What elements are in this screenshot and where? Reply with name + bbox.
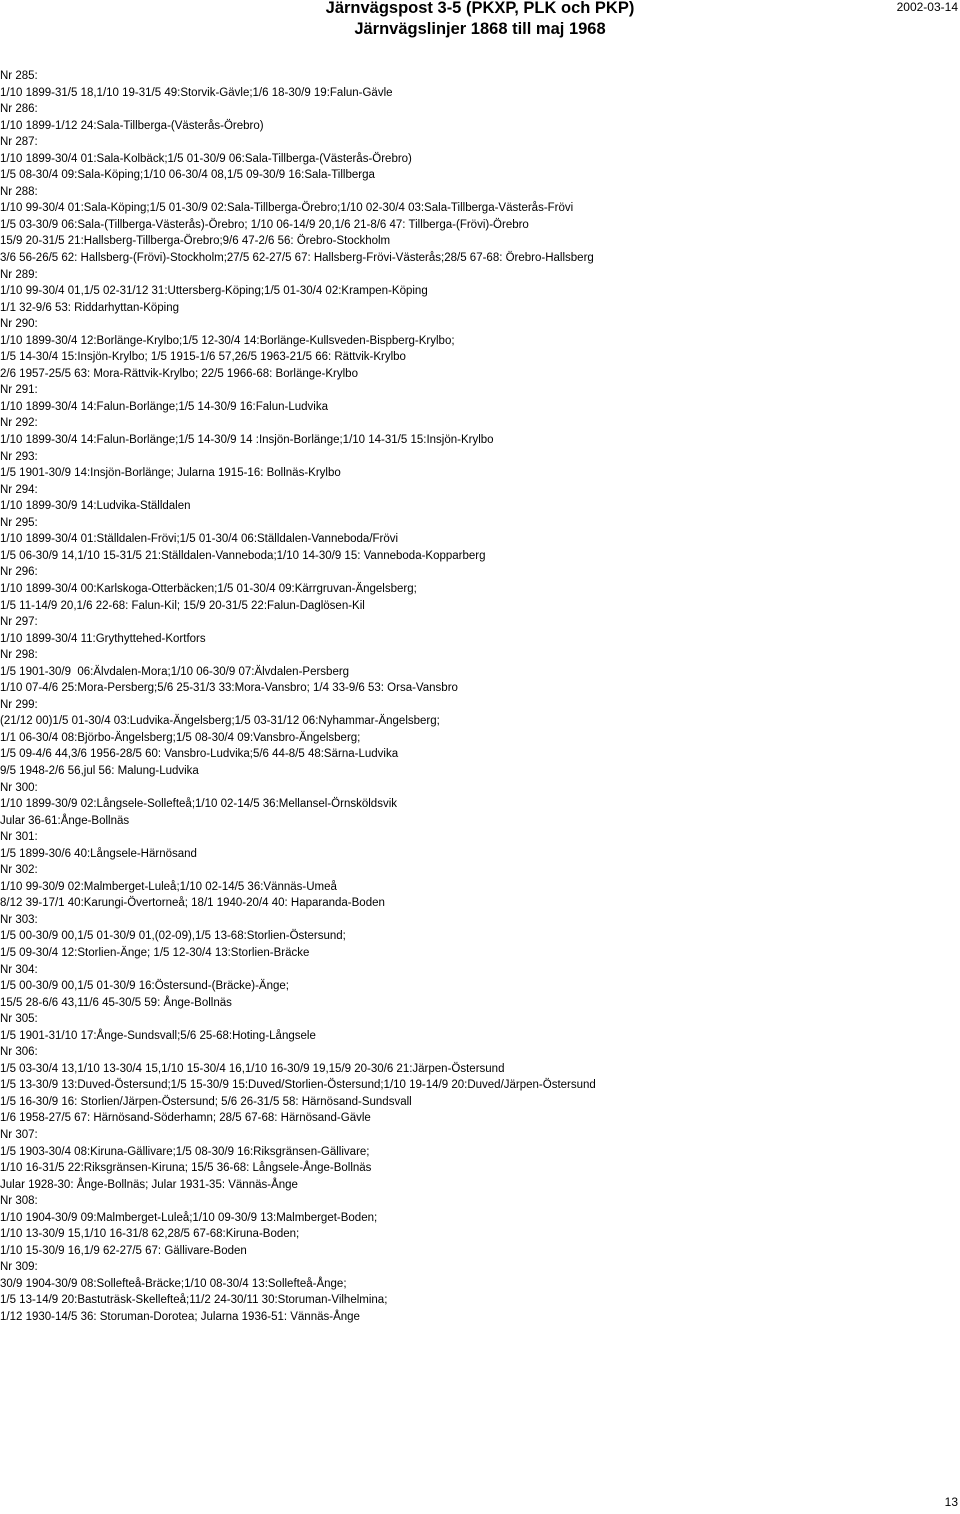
entry-number-heading: Nr 298: bbox=[0, 649, 38, 662]
entry-detail-line: 1/5 03-30/4 13,1/10 13-30/4 15,1/10 15-30/4 16,1/10 16-30/9 19,15/9 20-30/6 21:Järpen-Östersund bbox=[0, 1062, 505, 1075]
entry-number-heading: Nr 299: bbox=[0, 698, 38, 711]
entry-detail-line: 8/12 39-17/1 40:Karungi-Övertorneå; 18/1 1940-20/4 40: Haparanda-Boden bbox=[0, 897, 385, 910]
entry-detail-line: 1/10 1899-30/4 01:Ställdalen-Frövi;1/5 01-30/4 06:Ställdalen-Vanneboda/Frövi bbox=[0, 533, 399, 546]
entry-detail-line: 1/5 00-30/9 00,1/5 01-30/9 16:Östersund-(Bräcke)-Änge; bbox=[0, 980, 289, 993]
entry-detail-line: 1/10 99-30/4 01:Sala-Köping;1/5 01-30/9 02:Sala-Tillberga-Örebro;1/10 02-30/4 03:Sala-Tillberga-Västerås-Frövi bbox=[0, 202, 574, 215]
entry-detail-line: 1/5 13-14/9 20:Bastuträsk-Skellefteå;11/2 24-30/11 30:Storuman-Vilhelmina; bbox=[0, 1294, 388, 1307]
entry-number-heading: Nr 301: bbox=[0, 831, 38, 844]
entry-detail-line: 15/9 20-31/5 21:Hallsberg-Tillberga-Örebro;9/6 47-2/6 56: Örebro-Stockholm bbox=[0, 235, 391, 248]
entry-detail-line: 1/5 03-30/9 06:Sala-(Tillberga-Västerås)-Örebro; 1/10 06-14/9 20,1/6 21-8/6 47: Tillberga-(Frövi)-Örebro bbox=[0, 218, 529, 231]
entry-detail-line: 1/10 1899-30/4 11:Grythyttehed-Kortfors bbox=[0, 632, 206, 645]
document-date: 2002-03-14 bbox=[896, 0, 958, 14]
entry-number-heading: Nr 293: bbox=[0, 450, 38, 463]
entry-detail-line: 1/12 1930-14/5 36: Storuman-Dorotea; Jularna 1936-51: Vännäs-Ånge bbox=[0, 1311, 360, 1324]
entry-detail-line: 15/5 28-6/6 43,11/6 45-30/5 59: Ånge-Bollnäs bbox=[0, 996, 232, 1009]
page-number: 13 bbox=[944, 1495, 958, 1509]
entry-detail-line: 1/10 15-30/9 16,1/9 62-27/5 67: Gällivare-Boden bbox=[0, 1244, 247, 1257]
page-subtitle: Järnvägslinjer 1868 till maj 1968 bbox=[354, 20, 606, 38]
entry-detail-line: 1/10 1899-30/4 00:Karlskoga-Otterbäcken;1/5 01-30/4 09:Kärrgruvan-Ängelsberg; bbox=[0, 582, 417, 595]
entry-detail-line: 1/10 1899-30/4 14:Falun-Borlänge;1/5 14-30/9 14 :Insjön-Borlänge;1/10 14-31/5 15:Insjön-Krylbo bbox=[0, 434, 494, 447]
entry-detail-line: 1/5 14-30/4 15:Insjön-Krylbo; 1/5 1915-1/6 57,26/5 1963-21/5 66: Rättvik-Krylbo bbox=[0, 351, 406, 364]
entry-detail-line: 1/10 16-31/5 22:Riksgränsen-Kiruna; 15/5 36-68: Långsele-Ånge-Bollnäs bbox=[0, 1162, 372, 1175]
entry-detail-line: 2/6 1957-25/5 63: Mora-Rättvik-Krylbo; 22/5 1966-68: Borlänge-Krylbo bbox=[0, 367, 358, 380]
entry-number-heading: Nr 309: bbox=[0, 1261, 38, 1274]
entry-detail-line: 1/5 09-4/6 44,3/6 1956-28/5 60: Vansbro-Ludvika;5/6 44-8/5 48:Särna-Ludvika bbox=[0, 748, 399, 761]
entry-detail-line: 1/5 1901-30/9 06:Älvdalen-Mora;1/10 06-30/9 07:Älvdalen-Persberg bbox=[0, 665, 350, 678]
entry-detail-line: Jular 36-61:Ånge-Bollnäs bbox=[0, 814, 130, 827]
entry-detail-line: 1/5 16-30/9 16: Storlien/Järpen-Östersund; 5/6 26-31/5 58: Härnösand-Sundsvall bbox=[0, 1095, 412, 1108]
entry-detail-line: 1/10 1899-30/4 12:Borlänge-Krylbo;1/5 12-30/4 14:Borlänge-Kullsveden-Bispberg-Krylbo; bbox=[0, 334, 455, 347]
entry-detail-line: 1/10 1904-30/9 09:Malmberget-Luleå;1/10 09-30/9 13:Malmberget-Boden; bbox=[0, 1211, 378, 1224]
entry-number-heading: Nr 290: bbox=[0, 318, 38, 331]
entry-number-heading: Nr 287: bbox=[0, 136, 38, 149]
entry-detail-line: 9/5 1948-2/6 56,jul 56: Malung-Ludvika bbox=[0, 764, 199, 777]
entry-detail-line: 1/10 1899-30/4 01:Sala-Kolbäck;1/5 01-30/9 06:Sala-Tillberga-(Västerås-Örebro) bbox=[0, 152, 412, 165]
entry-number-heading: Nr 296: bbox=[0, 566, 38, 579]
entry-detail-line: 1/5 1901-31/10 17:Ånge-Sundsvall;5/6 25-68:Hoting-Långsele bbox=[0, 1029, 316, 1042]
entry-detail-line: 1/10 1899-30/4 14:Falun-Borlänge;1/5 14-30/9 16:Falun-Ludvika bbox=[0, 400, 328, 413]
entry-number-heading: Nr 294: bbox=[0, 483, 38, 496]
entry-detail-line: 1/10 1899-30/9 14:Ludvika-Ställdalen bbox=[0, 500, 191, 513]
entry-detail-line: 1/10 1899-30/9 02:Långsele-Sollefteå;1/10 02-14/5 36:Mellansel-Örnsköldsvik bbox=[0, 798, 398, 811]
entry-number-heading: Nr 291: bbox=[0, 384, 38, 397]
entry-detail-line: 30/9 1904-30/9 08:Sollefteå-Bräcke;1/10 08-30/4 13:Sollefteå-Ånge; bbox=[0, 1277, 347, 1290]
route-entries-list bbox=[0, 68, 960, 1326]
entry-detail-line: 1/6 1958-27/5 67: Härnösand-Söderhamn; 28/5 67-68: Härnösand-Gävle bbox=[0, 1112, 371, 1125]
entry-detail-line: 1/5 1903-30/4 08:Kiruna-Gällivare;1/5 08-30/9 16:Riksgränsen-Gällivare; bbox=[0, 1145, 370, 1158]
entry-detail-line: 1/1 06-30/4 08:Björbo-Ängelsberg;1/5 08-30/4 09:Vansbro-Ängelsberg; bbox=[0, 731, 361, 744]
entry-detail-line: 1/1 32-9/6 53: Riddarhyttan-Köping bbox=[0, 301, 180, 314]
page-title: Järnvägspost 3-5 (PKXP, PLK och PKP) bbox=[325, 0, 635, 17]
entry-detail-line: 1/5 08-30/4 09:Sala-Köping;1/10 06-30/4 08,1/5 09-30/9 16:Sala-Tillberga bbox=[0, 169, 375, 182]
entry-number-heading: Nr 306: bbox=[0, 1046, 38, 1059]
entry-number-heading: Nr 303: bbox=[0, 913, 38, 926]
entry-detail-line: 1/5 00-30/9 00,1/5 01-30/9 01,(02-09),1/5 13-68:Storlien-Östersund; bbox=[0, 930, 346, 943]
entry-detail-line: 1/5 06-30/9 14,1/10 15-31/5 21:Ställdalen-Vanneboda;1/10 14-30/9 15: Vanneboda-Kopparberg bbox=[0, 549, 486, 562]
entry-number-heading: Nr 305: bbox=[0, 1013, 38, 1026]
entry-detail-line: 1/10 1899-31/5 18,1/10 19-31/5 49:Storvik-Gävle;1/6 18-30/9 19:Falun-Gävle bbox=[0, 86, 393, 99]
entry-detail-line: Jular 1928-30: Ånge-Bollnäs; Jular 1931-35: Vännäs-Ånge bbox=[0, 1178, 298, 1191]
entry-detail-line: 1/5 09-30/4 12:Storlien-Änge; 1/5 12-30/4 13:Storlien-Bräcke bbox=[0, 946, 310, 959]
entry-number-heading: Nr 289: bbox=[0, 268, 38, 281]
entry-number-heading: Nr 304: bbox=[0, 963, 38, 976]
entry-number-heading: Nr 288: bbox=[0, 185, 38, 198]
entry-number-heading: Nr 300: bbox=[0, 781, 38, 794]
entry-detail-line: 1/10 13-30/9 15,1/10 16-31/8 62,28/5 67-68:Kiruna-Boden; bbox=[0, 1228, 300, 1241]
entry-number-heading: Nr 302: bbox=[0, 864, 38, 877]
entry-number-heading: Nr 308: bbox=[0, 1195, 38, 1208]
entry-detail-line: (21/12 00)1/5 01-30/4 03:Ludvika-Ängelsberg;1/5 03-31/12 06:Nyhammar-Ängelsberg; bbox=[0, 715, 440, 728]
entry-detail-line: 3/6 56-26/5 62: Hallsberg-(Frövi)-Stockholm;27/5 62-27/5 67: Hallsberg-Frövi-Västerås;28/5 67-68: Örebro-Hallsberg bbox=[0, 252, 594, 265]
entry-detail-line: 1/10 1899-1/12 24:Sala-Tillberga-(Västerås-Örebro) bbox=[0, 119, 264, 132]
entry-number-heading: Nr 285: bbox=[0, 70, 38, 82]
entry-number-heading: Nr 292: bbox=[0, 417, 38, 430]
entry-number-heading: Nr 297: bbox=[0, 616, 38, 629]
entry-detail-line: 1/10 99-30/4 01,1/5 02-31/12 31:Uttersberg-Köping;1/5 01-30/4 02:Krampen-Köping bbox=[0, 285, 428, 298]
entry-detail-line: 1/10 07-4/6 25:Mora-Persberg;5/6 25-31/3 33:Mora-Vansbro; 1/4 33-9/6 53: Orsa-Vansbro bbox=[0, 682, 458, 695]
entry-detail-line: 1/10 99-30/9 02:Malmberget-Luleå;1/10 02-14/5 36:Vännäs-Umeå bbox=[0, 880, 337, 893]
entry-number-heading: Nr 286: bbox=[0, 103, 38, 116]
entry-detail-line: 1/5 11-14/9 20,1/6 22-68: Falun-Kil; 15/9 20-31/5 22:Falun-Daglösen-Kil bbox=[0, 599, 365, 612]
entry-number-heading: Nr 307: bbox=[0, 1129, 38, 1141]
entry-number-heading: Nr 295: bbox=[0, 516, 38, 529]
entry-detail-line: 1/5 1901-30/9 14:Insjön-Borlänge; Jularna 1915-16: Bollnäs-Krylbo bbox=[0, 467, 341, 480]
entry-detail-line: 1/5 1899-30/6 40:Långsele-Härnösand bbox=[0, 847, 197, 860]
entry-detail-line: 1/5 13-30/9 13:Duved-Östersund;1/5 15-30/9 15:Duved/Storlien-Östersund;1/10 19-14/9 20:Duved/Järpen-Östersund bbox=[0, 1079, 596, 1092]
